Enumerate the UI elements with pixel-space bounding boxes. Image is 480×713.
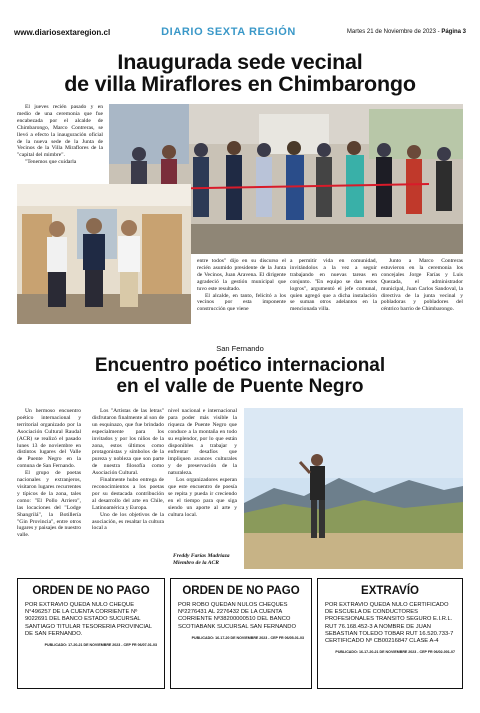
masthead: DIARIO SEXTA REGIÓN: [161, 26, 296, 38]
article-2-col-1: Un hermoso encuentro poético internacional y territorial organizado por la Asociación Cultural Raudal (ACR) se realizó el pasado lunes 13 de noviembre en distintos lugares del Valle de Puente Negro en la comuna de San Fernando. El grupo de poetas nacionales y extranjeros, visitaron lugares recurrentes y típicos de la zona, tales como: "El Pollo Arriero", las locaciones del "Lodge Shangrilá", la Botillería "Gin Provincia", entre otros lugares y paisajes de nuestro valle.: [17, 408, 81, 539]
notice-title: EXTRAVÍO: [361, 585, 419, 597]
article-1-col-4: Junto a Marco Contreras estuvieron en la ceremonia los concejales Jorge Farías y Luis Quezada, el administrador municipal, Juan Carlos Sandoval, la directiva de la junta vecinal y pobladoras y pobladores del céntrico barrio de Chimbarongo.: [381, 258, 463, 313]
site-url[interactable]: www.diariosextaregion.cl: [14, 27, 111, 37]
notice-orden-no-pago-2: [170, 578, 312, 689]
notice-publication: PUBLICADO: 16-17-20 DE NOVIEMBRE 2023 - CEP FR 06/05-01-03: [191, 635, 304, 640]
notice-title: ORDEN DE NO PAGO: [182, 585, 300, 597]
notice-title: ORDEN DE NO PAGO: [32, 585, 150, 597]
article-2-col-3: nivel nacional e internacional para poder más visible la riqueza de Puente Negro que conduce a la montaña en todo su esplendor, por lo que están disponibles a trabajar y enfrentar desafíos que impliquen avances culturales y de preservación de la naturaleza. Los organizadores esperan que este encuentro de poesía se repita y pueda ir creciendo en el tiempo para que siga siendo un aporte al arte y cultura local.: [168, 408, 237, 518]
article-2-credit: Freddy Farías Madriaza Miembro de la ACR: [173, 553, 230, 566]
notice-publication: PUBLICADO: 16-17-20-21 DE NOVIEMBRE 2023 - CEP FR 06/02-001-07: [335, 650, 455, 655]
notice-body: POR EXTRAVIO QUEDA NULO CHEQUE N°496257 DE LA CUENTA CORRIENTE Nº 9022691 DEL BANCO ESTADO SUCURSAL SANTIAGO TITULAR TESORERIA PROVINCIAL DE SAN FERNANDO.: [25, 602, 152, 637]
article-2-col-2: Los "Artistas de las letras" disfrutaron finalmente al son de un esquinazo, que fue brindado especialmente para los invitados y por los niños de la zona, estos últimos como protagonistas y símbolos de la pureza y nobleza que son parte de nuestra filosofía como Asociación Cultural. Finalmente hubo entrega de reconocimientos a los poetas por su destacada contribución al desarrollo del arte en Chile, Latinoamérica y Europa. Uno de los objetivos de la asociación, es resaltar la cultura local a: [92, 408, 164, 532]
page-header: [14, 25, 466, 39]
notice-publication: PUBLICADO: 17-20-21 DE NOVIEMBRE 2023 - CEP FR 06/07-01-03: [44, 643, 157, 648]
article-1-col-1: El jueves recién pasado y en medio de una ceremonia que fue encabezada por el alcalde de Chimbarongo, Marco Contreras, se llevó a efecto la inauguración oficial de la nueva sede de la Junta de Vecinos de la Villa Miraflores de la "capital del mimbre". "Tenemos que cuidarla: [17, 104, 103, 166]
article-1-col-3: a permitir vida en comunidad, invitándolos a la vez a seguir trabajando en nuevas tareas en conjunto. "En equipo se dan estos logros", argumentó el jefe comunal, quien agregó que a dicha instalación se suman otros adelantos en la mencionada villa.: [290, 258, 377, 313]
notice-orden-no-pago-1: [17, 578, 165, 689]
article-2-kicker: San Fernando: [216, 344, 264, 353]
notice-body: POR EXTRAVIO QUEDA NULO CERTIFICADO DE ESCUELA DE CONDUCTORES PROFESIONALES TRANSITO SEGURO E.I.R.L. RUT 76.168.452-3 A NOMBRE DE JUAN SEBASTIAN TOLEDO TOBAR RUT 16.520.733-7 CERTIFICADO Nº CB00216847 CLASE A-4: [325, 602, 454, 645]
article-1-col-2: entre todos" dijo en su discurso el recién asumido presidente de la Junta de Vecinos, Juan Aravena. El dirigente agradeció la gestión municipal que tuvo este resultado. El alcalde, en tanto, felicitó a los vecinos por esta imponente construcción que viene: [197, 258, 286, 313]
article-2-headline: Encuentro poético internacional en el valle de Puente Negro: [94, 355, 386, 397]
article-1-headline: Inaugurada sede vecinal de villa Miraflores en Chimbarongo: [64, 50, 416, 96]
officials-photo: [17, 184, 191, 324]
poet-valley-photo: [244, 408, 463, 569]
issue-date: Martes 21 de Noviembre de 2023 - Página 3: [346, 29, 466, 35]
page-number: Página 3: [441, 29, 466, 35]
notice-body: POR ROBO QUEDAN NULOS CHEQUES Nº2276431 AL 2276432 DE LA CUENTA CORRIENTE Nº38200000510 DEL BANCO SCOTIABANK SUCURSAL SAN FERNANDO: [178, 602, 296, 630]
notice-extravio: [317, 578, 463, 689]
